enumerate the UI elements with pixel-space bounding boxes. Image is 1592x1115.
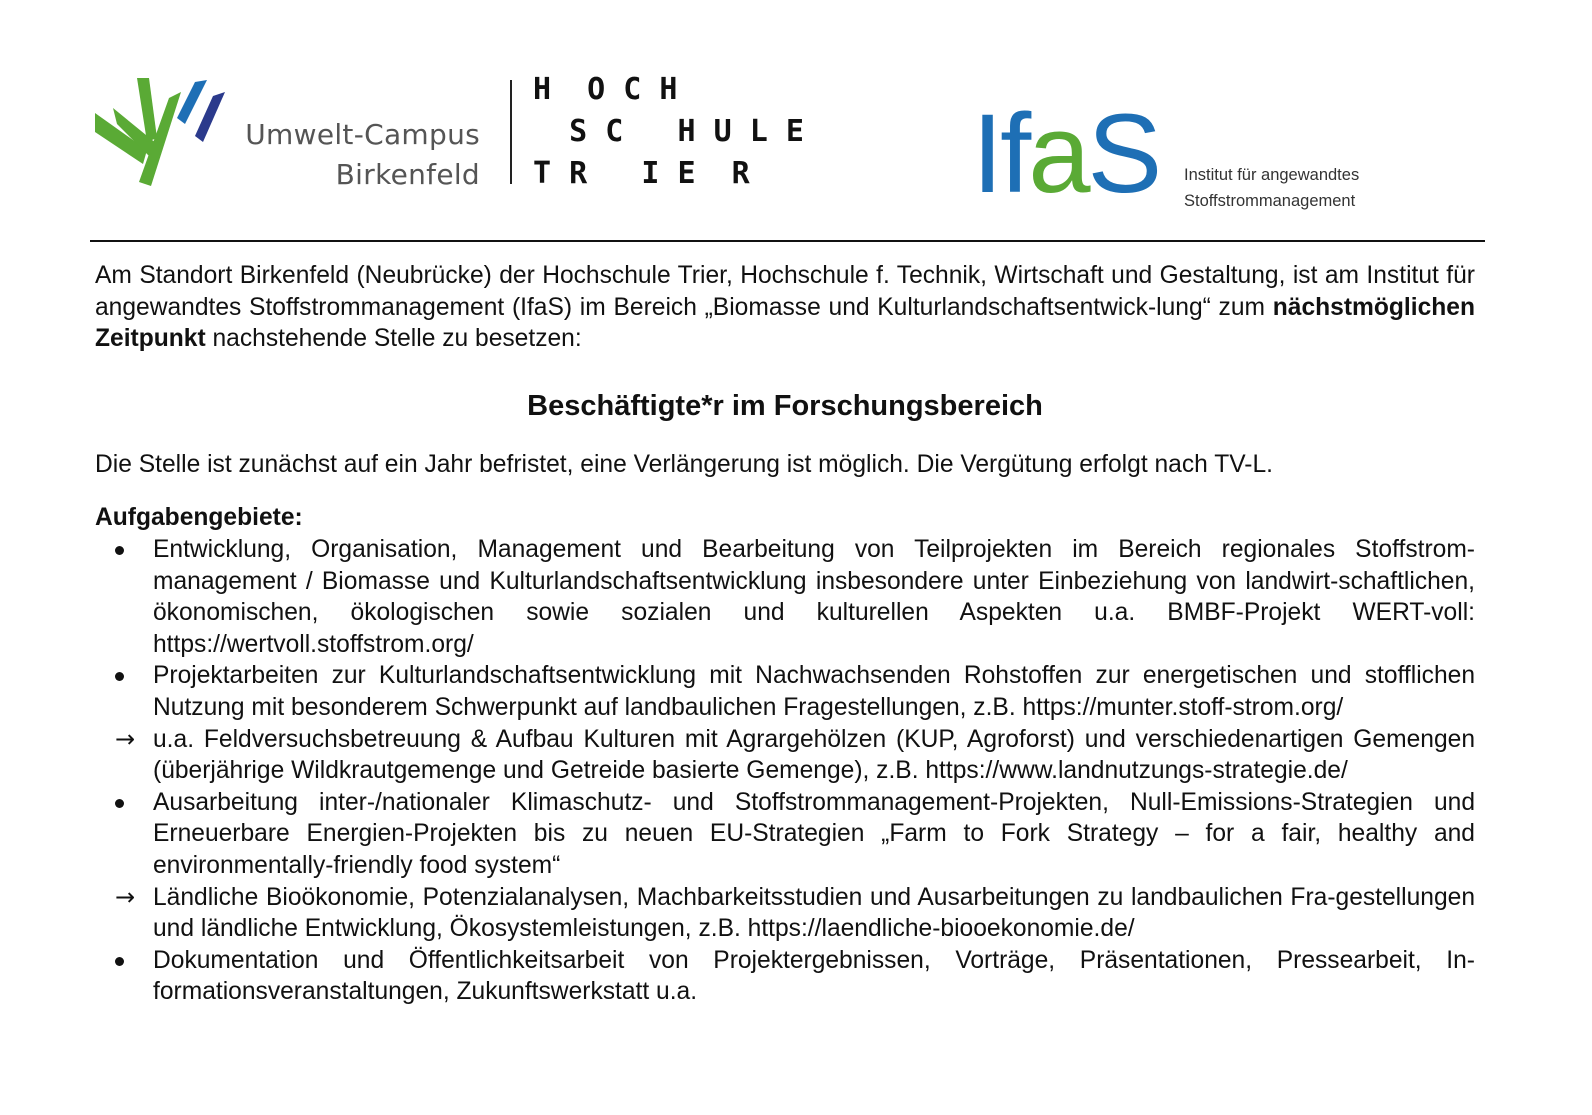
logo-divider <box>510 80 512 184</box>
letterhead <box>0 0 1592 240</box>
ifas-logo <box>972 91 1392 216</box>
umwelt-campus-wordmark <box>228 115 480 195</box>
list-item: → u.a. Feldversuchsbetreuung & Aufbau Kulturen mit Agrargehölzen (KUP, Agroforst) und verschiedenartigen Gemengen (überjährige Wildkrautgemenge und Getreide basierte Gemenge), z.B. https://www.landnutzungs-strategie.de/ <box>115 724 1475 785</box>
ifas-subtitle-line1: Institut für angewandtes <box>1184 166 1360 184</box>
list-item: Dokumentation und Öffentlichkeitsarbeit von Projektergebnissen, Vorträge, Präsentationen, Pressearbeit, In-formationsveranstaltungen, Zukunftswerkstatt u.a. <box>95 945 1475 1008</box>
bullet-icon <box>115 957 124 966</box>
hs-logo-line2: S C H U L E <box>533 114 804 149</box>
umwelt-campus-logo-mark <box>95 78 235 188</box>
terms-paragraph: Die Stelle ist zunächst auf ein Jahr befristet, eine Verlängerung ist möglich. Die Vergütung erfolgt nach TV-L. <box>95 450 1273 478</box>
arrow-right-icon: → <box>115 724 136 753</box>
header-rule <box>90 240 1485 242</box>
arrow-right-icon: → <box>115 882 136 911</box>
task-list <box>95 534 1475 1008</box>
bullet-icon <box>115 546 124 555</box>
list-item: Projektarbeiten zur Kulturlandschaftsentwicklung mit Nachwachsenden Rohstoffen zur energetischen und stofflichen Nutzung mit besonderem Schwerpunkt auf landbaulichen Fragestellungen, z.B. https://munter.stoff-strom.org/ <box>95 660 1475 723</box>
list-item: Ausarbeitung inter-/nationaler Klimaschutz- und Stoffstrommanagement-Projekten, Null-Emissions-Strategien und Erneuerbare Energien-Projekten bis zu neuen EU-Strategien „Farm to Fork Strategy – for a fair, healthy and environmentally-friendly food system“ <box>95 787 1475 882</box>
umwelt-wordmark-line2: Birkenfeld <box>335 158 480 191</box>
hs-logo-line3: T R I E R <box>533 156 750 191</box>
position-title: Beschäftigte*r im Forschungsbereich <box>527 389 1043 422</box>
list-item: → Ländliche Bioökonomie, Potenzialanalysen, Machbarkeitsstudien und Ausarbeitungen zu landbaulichen Fra-gestellungen und ländliche Entwicklung, Ökosystemleistungen, z.B. https://laendliche-biooekonomie.de/ <box>115 882 1475 943</box>
bullet-icon <box>115 672 124 681</box>
ifas-subtitle-line2: Stoffstrommanagement <box>1184 192 1356 210</box>
hochschule-trier-logo <box>533 72 885 192</box>
ifas-wordmark: IfaS <box>972 91 1160 216</box>
job-posting-body <box>95 260 1475 1008</box>
section-heading-tasks: Aufgabengebiete: <box>95 504 303 532</box>
intro-paragraph: Am Standort Birkenfeld (Neubrücke) der Hochschule Trier, Hochschule f. Technik, Wirtschaft und Gestaltung, ist am Institut für angewandtes Stoffstrommanagement (IfaS) im Bereich „Biomasse und Kulturlandschaftsentwick-lung“ zum nächstmöglichen Zeitpunkt nachstehende Stelle zu besetzen: <box>95 262 1475 353</box>
start-date-emphasis: nächstmöglichen Zeitpunkt <box>95 293 1475 353</box>
umwelt-wordmark-line1: Umwelt-Campus <box>245 118 480 151</box>
list-item: Entwicklung, Organisation, Management und Bearbeitung von Teilprojekten im Bereich regionales Stoffstrom-management / Biomasse und Kulturlandschaftsentwicklung insbesondere unter Einbeziehung von landwirt-schaftlichen, ökonomischen, ökologischen sowie sozialen und kulturellen Aspekten u.a. BMBF-Projekt WERT-voll: https://wertvoll.stoffstrom.org/ <box>95 534 1475 660</box>
hs-logo-line1: H O C H <box>533 72 678 107</box>
bullet-icon <box>115 799 124 808</box>
ifas-subtitle <box>1184 162 1359 214</box>
